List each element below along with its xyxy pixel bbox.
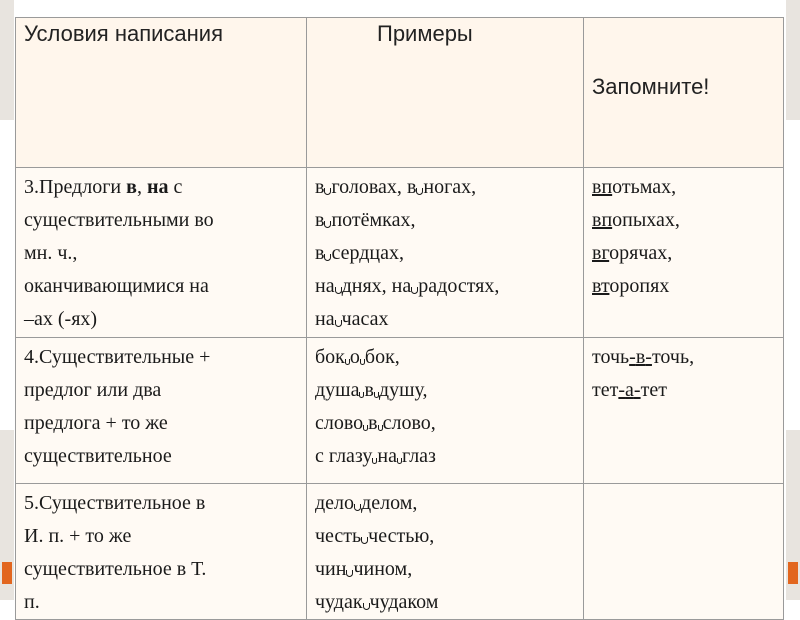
slide-decoration-left [0,0,14,600]
condition-line: существительными во [24,209,214,231]
condition-line [24,171,300,204]
example-line: бок о бок, [315,346,400,368]
condition-text: 3.Предлоги [24,176,127,198]
condition-line: оканчивающимися на [24,275,209,297]
example-line: чин чином, [315,558,413,580]
example-line: честь честью, [315,525,435,547]
condition-line: И. п. + то же [24,525,132,547]
separate-spelling-mark [335,320,342,327]
remember-cell [584,484,784,620]
example-line: чудак чудаком [315,591,439,613]
decor-bar [0,0,14,120]
remember-cell [584,338,784,484]
condition-line: существительное в Т. [24,558,207,580]
condition-line: 5.Существительное в [24,492,206,514]
header-remember: Запомните! [584,18,784,168]
remember-word: вгорячах, [592,242,673,264]
condition-cell [16,338,307,484]
remember-word: впопыхах, [592,209,680,231]
condition-cell [16,168,307,338]
remember-word: второпях [592,275,670,297]
condition-line: –ах (-ях) [24,308,98,330]
example-line: в сердцах, [315,242,404,264]
example-line: душа в душу, [315,379,428,401]
condition-line: существительное [24,445,172,467]
example-line: на часах [315,308,389,330]
condition-cell [16,484,307,620]
condition-line: 4.Существительные + [24,346,211,368]
table-row [16,484,784,620]
examples-cell [307,338,584,484]
header-examples: Примеры [307,18,584,168]
condition-line: предлога + то же [24,412,168,434]
condition-line: мн. ч., [24,242,78,264]
example-line: в головах, в ногах, [315,176,477,198]
examples-cell [307,484,584,620]
condition-line: п. [24,591,40,613]
header-conditions: Условия написания [16,18,307,168]
condition-text: , [136,176,147,198]
decor-bar [786,0,800,120]
accent-mark [2,562,12,584]
table-row [16,338,784,484]
remember-cell [584,168,784,338]
condition-bold: на [146,176,169,198]
remember-word: точь-в-точь, [592,346,695,368]
condition-text: с [168,176,183,198]
examples-cell [307,168,584,338]
condition-line: предлог или два [24,379,162,401]
example-line: слово в слово, [315,412,436,434]
spelling-rules-table [15,17,784,620]
separate-spelling-mark [335,287,342,294]
accent-mark [788,562,798,584]
example-line: дело делом, [315,492,418,514]
example-line: с глазу на глаз [315,445,436,467]
table-header-row [16,18,784,168]
remember-word: тет-а-тет [592,379,667,401]
example-line: в потёмках, [315,209,416,231]
slide-decoration-right [786,0,800,600]
remember-word: впотьмах, [592,176,677,198]
example-line: на днях, на радостях, [315,275,500,297]
condition-bold: в [126,176,137,198]
table-row [16,168,784,338]
